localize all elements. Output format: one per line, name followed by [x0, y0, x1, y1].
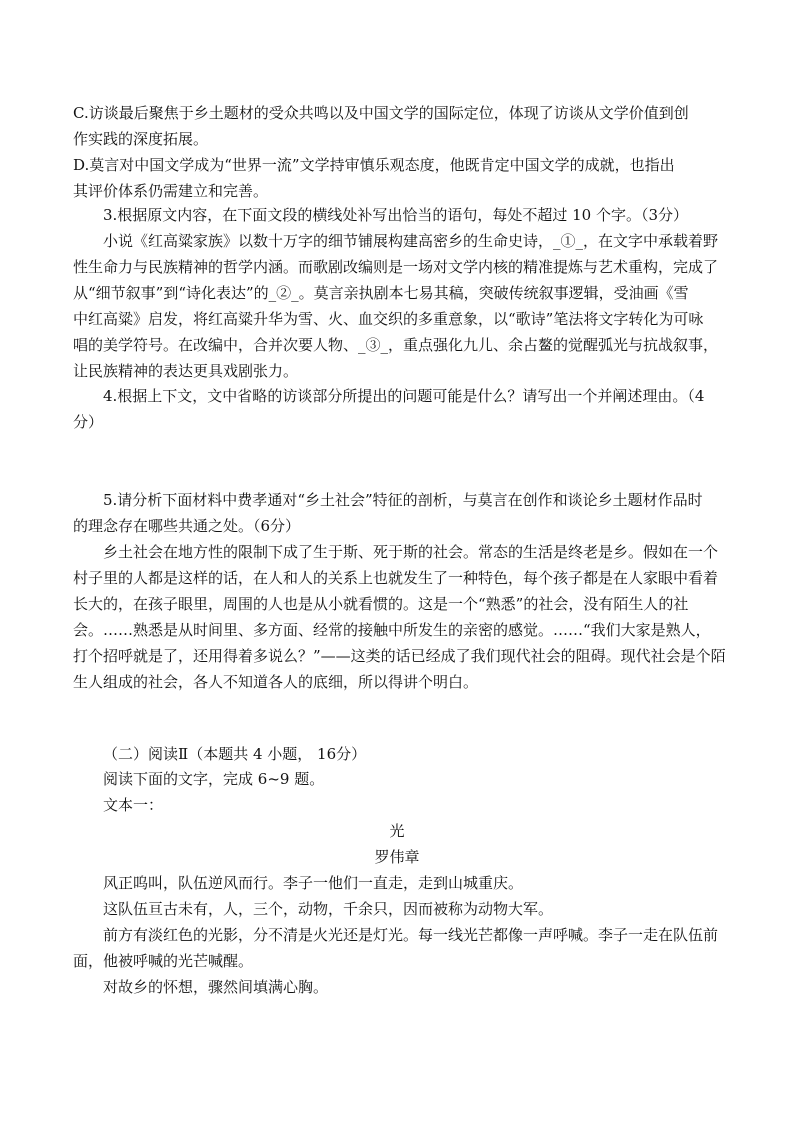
text-one-label: 文本一： [103, 796, 164, 814]
question-3: 3.根据原文内容，在下面文段的横线处补写出恰当的语句，每处不超过 10 个字。（3分） [103, 206, 688, 224]
q5-material-line-5: 打个招呼就是了，还用得着多说么？”——这类的话已经成了我们现代社会的阻碍。现代社会是个陌 [73, 647, 726, 665]
story-paragraph-1: 风正呜叫，队伍逆风而行。李子一他们一直走，走到山城重庆。 [103, 874, 524, 892]
story-paragraph-4: 对故乡的怀想，骤然间填满心胸。 [103, 978, 329, 996]
story-title: 光 [389, 822, 405, 840]
q3-passage-line-3: 从“细节叙事”到“诗化表达”的_②_。莫言亲执剧本七易其稿，突破传统叙事逻辑，受油画《雪 [73, 284, 689, 302]
q5-material-line-6: 生人组成的社会，各人不知道各人的底细，所以得讲个明白。 [73, 673, 479, 691]
q5-material-line-4: 会。……熟悉是从时间里、多方面、经常的接触中所发生的亲密的感觉。……“我们大家是熟人， [73, 621, 711, 639]
question-5-line-2: 的理念存在哪些共通之处。（6分） [73, 517, 301, 535]
story-paragraph-3-line-2: 面，他被呼喊的光芒喊醒。 [73, 952, 254, 970]
question-5-line-1: 5.请分析下面材料中费孝通对“乡土社会”特征的剖析，与莫言在创作和谈论乡土题材作品时 [103, 491, 703, 509]
question-4-line-2: 分） [73, 413, 104, 431]
option-d-line-1: D.莫言对中国文学成为“世界一流”文学持审慎乐观态度，他既肯定中国文学的成就，也指出 [73, 156, 675, 174]
q5-material-line-1: 乡土社会在地方性的限制下成了生于斯、死于斯的社会。常态的生活是终老是乡。假如在一个 [103, 543, 719, 561]
reading-instruction: 阅读下面的文字，完成 6~9 题。 [103, 770, 325, 788]
q3-passage-line-4: 中红高粱》启发，将红高粱升华为雪、火、血交织的多重意象，以“歌诗”笔法将文字转化为可咏 [73, 310, 704, 328]
question-4-line-1: 4.根据上下文，文中省略的访谈部分所提出的问题可能是什么？请写出一个并阐述理由。（4 [103, 387, 705, 405]
story-paragraph-3-line-1: 前方有淡红色的光影，分不清是火光还是灯光。每一线光芒都像一声呼喊。李子一走在队伍前 [103, 926, 719, 944]
story-paragraph-2: 这队伍亘古未有，人，三个，动物，千余只，因而被称为动物大军。 [103, 900, 554, 918]
option-c-line-2: 作实践的深度拓展。 [73, 130, 209, 148]
q3-passage-line-6: 让民族精神的表达更具戏剧张力。 [73, 362, 299, 380]
q3-passage-line-2: 性生命力与民族精神的哲学内涵。而歌剧改编则是一场对文学内核的精准提炼与艺术重构，完成了 [73, 258, 719, 276]
story-author: 罗伟章 [374, 848, 420, 866]
q3-passage-line-5: 唱的美学符号。在改编中，合并次要人物、_③_，重点强化九儿、余占鳌的觉醒弧光与抗战叙事， [73, 336, 719, 354]
q5-material-line-3: 长大的，在孩子眼里，周围的人也是从小就看惯的。这是一个“熟悉”的社会，没有陌生人的社 [73, 595, 689, 613]
q3-passage-line-1: 小说《红高粱家族》以数十万字的细节铺展构建高密乡的生命史诗，_①_，在文字中承载着野 [103, 232, 719, 250]
section-heading: （二）阅读Ⅱ（本题共 4 小题， 16分） [103, 745, 367, 763]
option-d-line-2: 其评价体系仍需建立和完善。 [73, 182, 269, 200]
option-c-line-1: C.访谈最后聚焦于乡土题材的受众共鸣以及中国文学的国际定位，体现了访谈从文学价值到创 [73, 104, 689, 122]
q5-material-line-2: 村子里的人都是这样的话，在人和人的关系上也就发生了一种特色，每个孩子都是在人家眼中看着 [73, 569, 719, 587]
